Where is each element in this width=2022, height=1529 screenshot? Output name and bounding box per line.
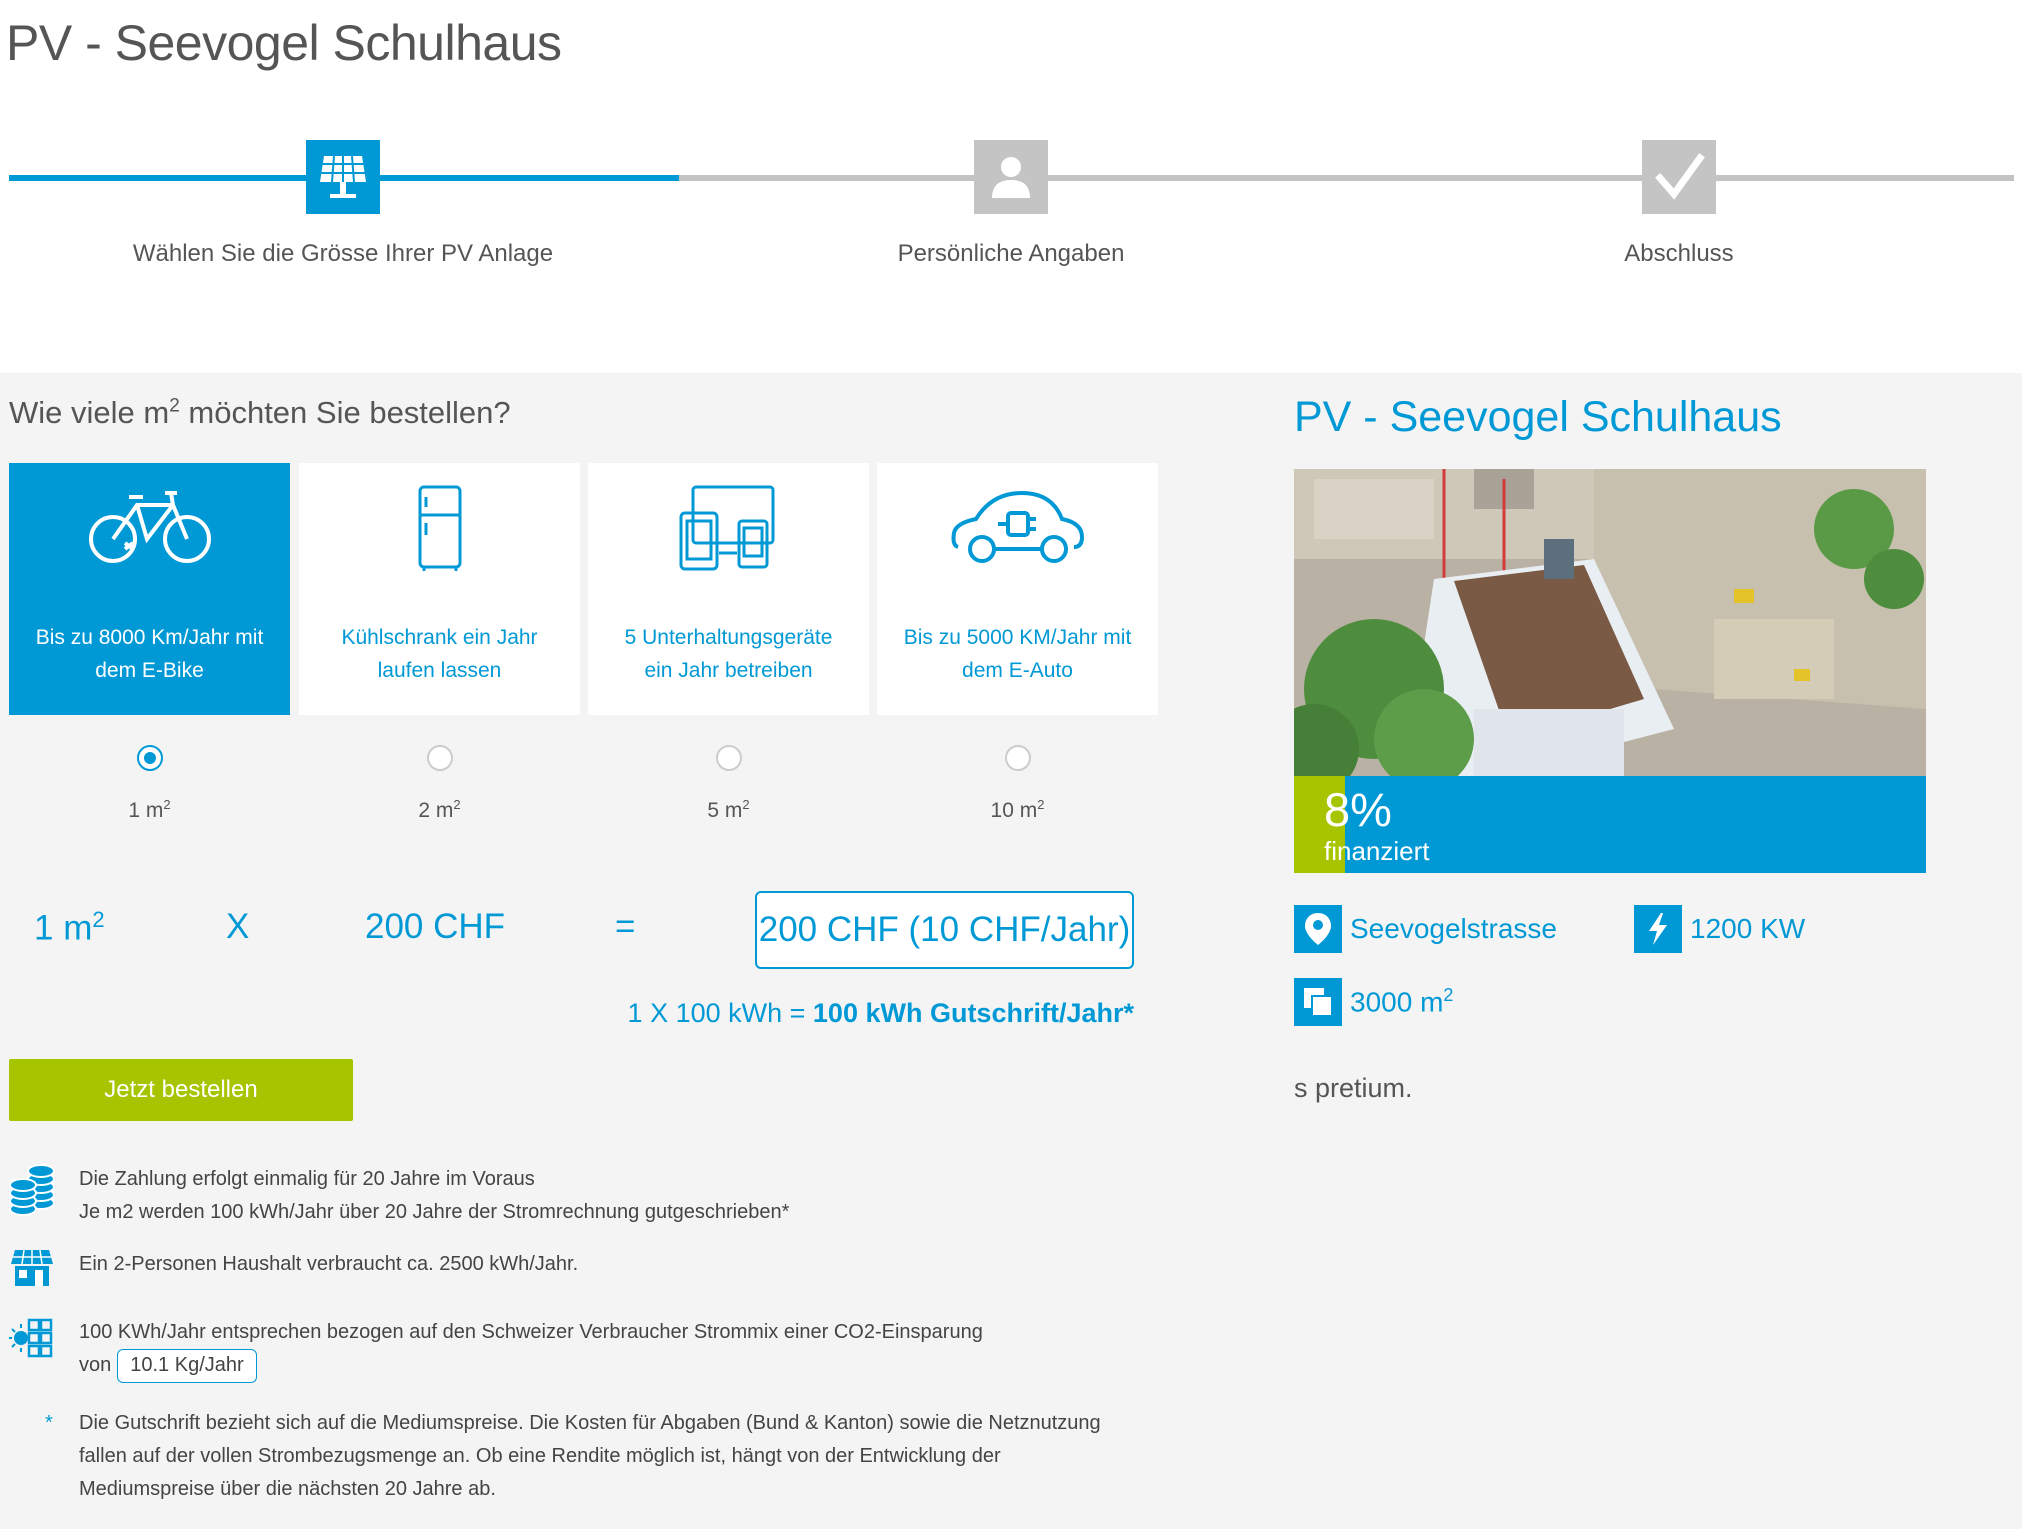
project-description: s pretium. xyxy=(1294,1073,1413,1103)
calc-unit-price: 200 CHF xyxy=(365,907,506,946)
step-size[interactable] xyxy=(93,140,593,268)
size-radio-1[interactable] xyxy=(9,745,290,823)
location-pin-icon xyxy=(1294,905,1342,953)
coins-icon xyxy=(9,1163,55,1209)
sun-panel-icon xyxy=(9,1316,55,1362)
footnote-text: Die Gutschrift bezieht sich auf die Mediumspreise. Die Kosten für Abgaben (Bund & Kanton) sowie die Netznutzung fallen auf der vollen Strombezugsmenge an. Ob eine Rendite möglich ist, hängt von der Entwicklung der Mediumspreise über die nächsten 20 Jahre ab. xyxy=(79,1412,1101,1500)
calc-quantity: 1 $m^2$ xyxy=(34,907,105,948)
fridge-icon xyxy=(299,483,580,583)
radio-label: 10 $m^2$ xyxy=(990,797,1045,822)
project-image xyxy=(1294,469,1926,776)
radio-button[interactable] xyxy=(1005,745,1031,771)
power-text: 1200 KW xyxy=(1690,913,1806,944)
calc-times: X xyxy=(226,907,250,946)
lightning-icon xyxy=(1634,905,1682,953)
option-card-fridge[interactable] xyxy=(299,463,580,715)
area-icon xyxy=(1294,978,1342,1026)
step-label: Persönliche Angaben xyxy=(897,240,1125,267)
info-text: 100 KWh/Jahr entsprechen bezogen auf den Schweizer Verbraucher Strommix einer CO2-Einsparung von 10.1 Kg/Jahr xyxy=(79,1316,983,1383)
footnote-star: * xyxy=(45,1412,53,1434)
radio-label: 1 $m^2$ xyxy=(128,797,171,822)
radio-label: 5 $m^2$ xyxy=(707,797,750,822)
user-icon xyxy=(974,140,1048,214)
solar-panel-icon xyxy=(306,140,380,214)
address-text: Seevogelstrasse xyxy=(1350,913,1558,944)
ebike-icon xyxy=(9,483,290,583)
price-calculation xyxy=(0,891,1160,971)
option-text: Bis zu 8000 Km/Jahr mit dem E-Bike xyxy=(35,626,264,682)
step-label: Wählen Sie die Grösse Ihrer PV Anlage xyxy=(132,240,554,267)
project-address xyxy=(1294,905,1557,953)
progress-stepper xyxy=(0,140,2022,290)
project-area xyxy=(1294,978,1453,1026)
radio-button[interactable] xyxy=(137,745,163,771)
devices-icon xyxy=(588,483,869,583)
credit-line: 1 X 100 kWh = 100 kWh Gutschrift/Jahr* xyxy=(627,998,1134,1028)
funding-progress xyxy=(1294,776,1926,873)
calc-total: 200 CHF (10 CHF/Jahr) xyxy=(755,891,1134,969)
funding-percent: 8% xyxy=(1324,783,1392,836)
project-title: PV - Seevogel Schulhaus xyxy=(1294,393,1782,441)
option-text: 5 Unterhaltungsgeräte ein Jahr betreiben xyxy=(624,626,833,682)
option-card-ecar[interactable] xyxy=(877,463,1158,715)
step-label: Abschluss xyxy=(1624,240,1734,267)
ecar-icon xyxy=(877,483,1158,583)
step-personal[interactable] xyxy=(761,140,1261,268)
house-solar-icon xyxy=(9,1248,55,1294)
order-section xyxy=(0,373,2022,1529)
area-text: 3000 $m^2$ xyxy=(1350,985,1454,1018)
co2-value-badge: 10.1 Kg/Jahr xyxy=(117,1349,256,1383)
size-radio-10[interactable] xyxy=(877,745,1158,823)
radio-label: 2 $m^2$ xyxy=(418,797,461,822)
option-text: Bis zu 5000 KM/Jahr mit dem E-Auto xyxy=(903,626,1132,682)
radio-button[interactable] xyxy=(427,745,453,771)
option-text: Kühlschrank ein Jahr laufen lassen xyxy=(341,626,538,682)
step-finish[interactable] xyxy=(1429,140,1929,268)
order-question: Wie viele $m^2$ möchten Sie bestellen? xyxy=(9,395,511,430)
size-radio-5[interactable] xyxy=(588,745,869,823)
info-text: Ein 2-Personen Haushalt verbraucht ca. 2500 kWh/Jahr. xyxy=(79,1253,579,1275)
radio-button[interactable] xyxy=(716,745,742,771)
project-power xyxy=(1634,905,1805,953)
funding-label: finanziert xyxy=(1324,836,1430,866)
size-radio-2[interactable] xyxy=(299,745,580,823)
option-card-devices[interactable] xyxy=(588,463,869,715)
option-card-ebike[interactable] xyxy=(9,463,290,715)
info-text: Die Zahlung erfolgt einmalig für 20 Jahre im Voraus Je m2 werden 100 kWh/Jahr über 20 Jahre der Stromrechnung gutgeschrieben* xyxy=(79,1168,790,1223)
calc-equals: = xyxy=(615,907,636,946)
checkmark-icon xyxy=(1642,140,1716,214)
order-now-button[interactable]: Jetzt bestellen xyxy=(9,1059,353,1121)
page-title: PV - Seevogel Schulhaus xyxy=(6,15,562,71)
